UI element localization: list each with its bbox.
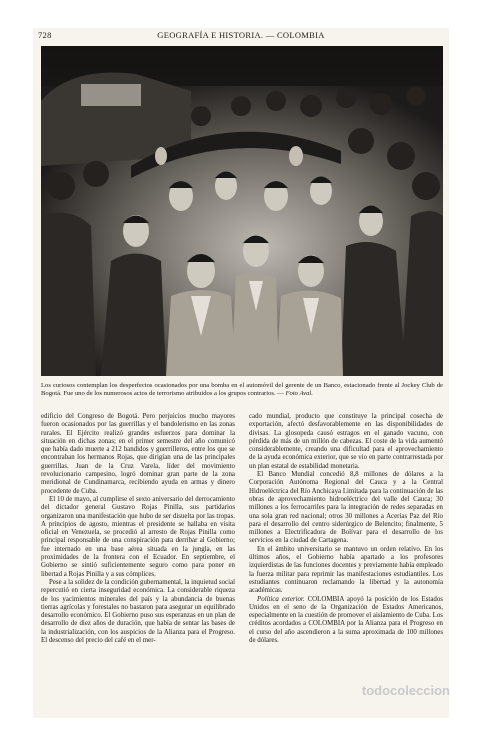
paragraph: cado mundial, producto que constituye la principal cosecha de exportación, afectó desfavorablemente en las disponibilidades de divisas. La glosopeda causó estragos en el ganado vacuno, con pérdida de más de un millón de cabezas. El coste de la vida aumentó considerablemente, creando una dificultad para el aprovechamiento de la ayuda económica exterior, que se vio en parte contrarrestada por un plan estatal de estabilidad monetaria.	[249, 413, 443, 470]
news-photo	[41, 46, 443, 376]
left-column	[41, 413, 235, 645]
article-body	[41, 413, 443, 713]
running-title: GEOGRAFÍA E HISTORIA. — COLOMBIA	[157, 30, 325, 40]
runin-text: COLOMBIA apoyó la posición de los Estados Unidos en el seno de la Organización de Estados Americanos, especialmente en la cuestión de promover el aislamiento de Cuba. Los créditos acordados a COLOMBIA por la Alianza para el Progreso en el curso del año ascendieron a la suma aproximada de 100 millones de dólares.	[249, 595, 443, 645]
paragraph-foreign-policy	[249, 596, 443, 646]
runin-heading: Política exterior.	[257, 595, 305, 603]
paragraph: El Banco Mundial concedió 8,8 millones de dólares a la Corporación Autónoma Regional del Cauca y a la Central Hidroeléctrica del Río Anchicaya Limitada para la continuación de las obras de aprovechamiento hidroeléctrico del valle del Cauca; 30 millones a los ferrocarriles para la integración de redes separadas en una sola gran red nacional; otros 30 millones a Acerías Paz del Río para el desarrollo del centro siderúrgico de Belencito; finalmente, 5 millones a Electrificadora de Bolívar para el desarrollo de los servicios en la ciudad de Cartagena.	[249, 471, 443, 545]
page-number: 728	[38, 30, 52, 40]
running-header	[33, 28, 449, 42]
watermark-logo: todocoleccion	[361, 683, 450, 698]
paragraph: Pese a la solidez de la condición gubernamental, la inquietud social repercutió en cierta inseguridad económica. La considerable riqueza de los yacimientos minerales del país y la abundancia de buenas tierras agrícolas y forestales no bastaron para asegurar un equilibrado desarrollo económico. El Gobierno puso sus esperanzas en un plan de desarrollo de diez años de duración, que había de sentar las bases de la industrialización, con los auspicios de la Alianza para el Progreso. El descenso del precio del café en el mer-	[41, 578, 235, 645]
photo-credit: Foto Aval.	[285, 390, 313, 397]
caption-text: Los curiosos contemplan los desperfectos ocasionados por una bomba en el automóvil del gerente de un Banco, estacionado frente al Jockey Club de Bogotá. Fue uno de los numerosos actos de terrorismo atribuidos a los grupos contrarios. —	[41, 382, 443, 397]
paragraph: En el ámbito universitario se mantuvo un orden relativo. En los últimos años, el Gobierno había apartado a los profesores izquierdistas de las funciones docentes y previamente había empleado la fuerza militar para reprimir las manifestaciones estudiantiles. Los estudiantes continuaron reclamando la libertad y la autonomía académicas.	[249, 545, 443, 595]
book-page	[33, 28, 449, 718]
right-column	[249, 413, 443, 645]
paragraph: edificio del Congreso de Bogotá. Pero perjuicios mucho mayores fueron ocasionados por las guerrillas y el bandolerismo en las zonas rurales. El Ejército realizó grandes esfuerzos para dominar la situación en dichas zonas; en el primer semestre del año comunicó que había dado muerte a 212 bandidos y guerrilleros, entre los que se encontraban los hermanos Rojas, que dirigían una de las principales guerrillas. Juan de la Cruz Varela, líder del movimiento revolucionario campesino, logró dominar gran parte de la zona meridional de Cundinamarca, recibiendo ayuda en armas y dinero procedente de Cuba.	[41, 413, 235, 495]
paragraph: El 10 de mayo, al cumplirse el sexto aniversario del derrocamiento del dictador general Gustavo Rojas Pinilla, sus partidarios organizaron una manifestación que hubo de ser disuelta por las tropas. A principios de agosto, mientras el presidente se hallaba en visita oficial en Venezuela, se procedió al arresto de Rojas Pinilla como principal responsable de una conspiración para derribar al Gobierno; fue internado en una base aérea situada en la jungla, en las proximidades de la frontera con el Ecuador. En septiembre, el Gobierno se sintió suficientemente seguro como para poner en libertad a Rojas Pinilla y a sus cómplices.	[41, 495, 235, 578]
photo-caption	[41, 382, 443, 398]
crowd-photo-illustration	[41, 46, 443, 376]
